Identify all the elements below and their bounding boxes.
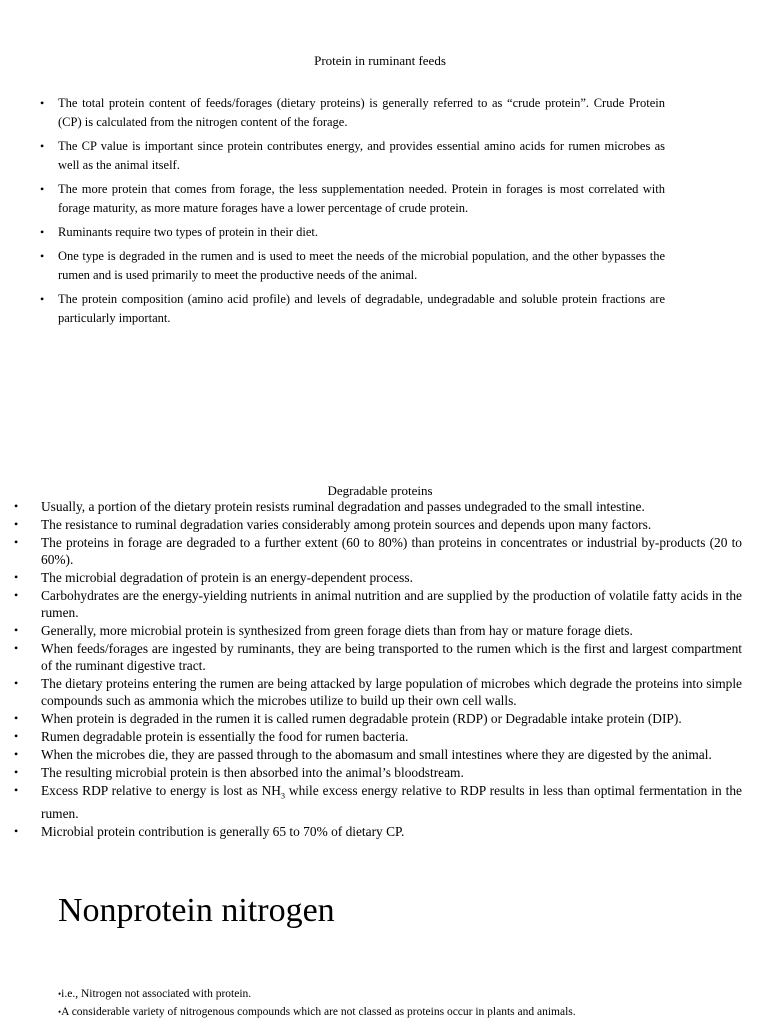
list-item xyxy=(14,710,742,727)
bullet-icon: • xyxy=(14,676,19,690)
bullet-text: Carbohydrates are the energy-yielding nutrients in animal nutrition and are supplied by the production of volatile fatty acids in the rumen. xyxy=(41,588,742,620)
bullet-icon: • xyxy=(14,783,19,797)
bullet-icon: • xyxy=(40,249,45,263)
list-item xyxy=(14,764,742,781)
bullet-icon: • xyxy=(40,225,45,239)
bullet-icon: • xyxy=(14,570,19,584)
list-item xyxy=(14,823,742,840)
bullet-text: One type is degraded in the rumen and is used to meet the needs of the microbial population, and the other bypasses the rumen and is used primarily to meet the productive needs of the animal. xyxy=(58,249,665,282)
list-item xyxy=(14,675,742,709)
list-item xyxy=(40,247,665,285)
list-item xyxy=(58,986,758,1003)
bullet-icon: • xyxy=(14,623,19,637)
list-item xyxy=(40,180,665,218)
bullet-text: The total protein content of feeds/forages (dietary proteins) is generally referred to as “crude protein”. Crude Protein (CP) is calculated from the nitrogen content of the forage. xyxy=(58,96,665,129)
list-item xyxy=(14,516,742,533)
bullet-text-part: while excess energy relative to RDP results in less than optimal fermentation in the rumen. xyxy=(41,783,743,821)
bullet-text: The CP value is important since protein contributes energy, and provides essential amino acids for rumen microbes as well as the animal itself. xyxy=(58,139,665,172)
bullet-text: Usually, a portion of the dietary protein resists ruminal degradation and passes undegraded to the small intestine. xyxy=(41,499,645,514)
list-item xyxy=(14,782,743,822)
list-item xyxy=(14,728,742,745)
bullet-text: The resulting microbial protein is then absorbed into the animal’s bloodstream. xyxy=(41,765,464,780)
bullet-text: The protein composition (amino acid profile) and levels of degradable, undegradable and soluble protein fractions are particularly important. xyxy=(58,292,665,325)
bullet-icon: • xyxy=(14,517,19,531)
slide-title: Degradable proteins xyxy=(327,483,433,498)
bullet-icon: • xyxy=(14,747,19,761)
bullet-text: The dietary proteins entering the rumen are being attacked by large population of microbes which degrade the proteins into simple compounds such as ammonia which the microbes utilize to build up their own cell walls. xyxy=(41,676,742,708)
slide-nonprotein-nitrogen xyxy=(0,864,768,1024)
bullet-text: The resistance to ruminal degradation varies considerably among protein sources and depends upon many factors. xyxy=(41,517,652,532)
bullet-text: When the microbes die, they are passed through to the abomasum and small intestines where they are digested by the animal. xyxy=(41,747,712,762)
bullet-list xyxy=(40,94,665,333)
bullet-icon: • xyxy=(40,139,45,153)
list-item xyxy=(40,137,665,175)
list-item xyxy=(14,746,742,763)
bullet-text: The more protein that comes from forage, the less supplementation needed. Protein in forages is most correlated with forage maturity, as more mature forages have a lower percentage of crude protein. xyxy=(58,182,665,215)
bullet-icon: • xyxy=(14,729,19,743)
list-item xyxy=(14,569,742,586)
bullet-icon: • xyxy=(40,96,45,110)
list-item xyxy=(14,622,742,639)
slide-title: Nonprotein nitrogen xyxy=(58,892,335,929)
bullet-icon: • xyxy=(14,641,19,655)
bullet-text: A considerable variety of nitrogenous compounds which are not classed as proteins occur in plants and animals. xyxy=(61,1006,576,1018)
bullet-list xyxy=(58,986,758,1022)
bullet-icon: • xyxy=(14,765,19,779)
list-item xyxy=(14,534,742,568)
bullet-text: Ruminants require two types of protein in their diet. xyxy=(58,225,319,239)
bullet-text: When protein is degraded in the rumen it is called rumen degradable protein (RDP) or Degradable intake protein (DIP). xyxy=(41,711,682,726)
bullet-icon: • xyxy=(40,182,45,196)
list-item xyxy=(14,498,742,515)
bullet-text: The microbial degradation of protein is an energy-dependent process. xyxy=(41,570,413,585)
bullet-text: When feeds/forages are ingested by ruminants, they are being transported to the rumen which is the first and largest compartment of the ruminant digestive tract. xyxy=(41,641,742,673)
bullet-icon: • xyxy=(14,823,19,838)
slide-title: Protein in ruminant feeds xyxy=(314,53,446,68)
bullet-text: Generally, more microbial protein is synthesized from green forage diets than from hay or mature forage diets. xyxy=(41,623,633,638)
list-item xyxy=(40,223,665,242)
list-item xyxy=(14,587,742,621)
bullet-icon: • xyxy=(14,499,19,513)
bullet-text: The proteins in forage are degraded to a further extent (60 to 80%) than proteins in concentrates or industrial by-products (20 to 60%). xyxy=(41,535,742,567)
bullet-icon: • xyxy=(40,292,45,306)
bullet-icon: • xyxy=(14,711,19,725)
list-item xyxy=(58,1004,758,1021)
list-item xyxy=(40,290,665,328)
bullet-text: Rumen degradable protein is essentially the food for rumen bacteria. xyxy=(41,729,409,744)
bullet-icon: • xyxy=(58,1007,62,1017)
bullet-text xyxy=(41,783,742,821)
slide-degradable-proteins xyxy=(0,440,768,864)
slide-protein-in-ruminant-feeds xyxy=(0,0,768,440)
bullet-text: i.e., Nitrogen not associated with protein. xyxy=(61,988,252,1000)
bullet-icon: • xyxy=(58,989,62,999)
list-item xyxy=(40,94,665,132)
bullet-icon: • xyxy=(14,535,19,549)
list-item xyxy=(14,640,742,674)
bullet-list xyxy=(14,498,743,841)
bullet-text-part: Excess RDP relative to energy is lost as NH xyxy=(41,783,281,798)
bullet-icon: • xyxy=(14,588,19,602)
subscript: 3 xyxy=(280,791,285,801)
bullet-text: Microbial protein contribution is generally 65 to 70% of dietary CP. xyxy=(41,823,405,839)
